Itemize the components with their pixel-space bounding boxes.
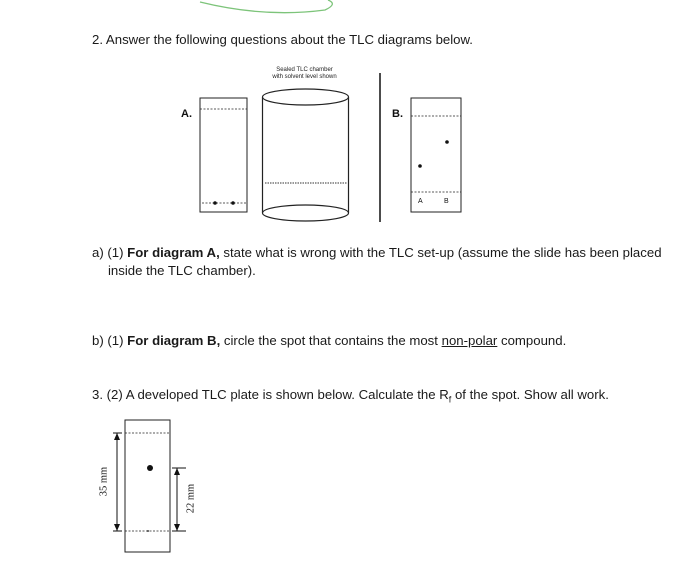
plate-b-lane-a-label: A <box>418 198 423 205</box>
measurement-22mm-arrow <box>172 468 186 531</box>
plate-b-lane-b-label: B <box>444 198 449 205</box>
diagram-b-plate <box>411 98 461 212</box>
decorative-green-arc <box>200 0 332 13</box>
diagram-a-spot-right <box>231 201 235 205</box>
diagram-a-spot-left <box>213 201 217 205</box>
diagram-b-spot-a <box>418 164 422 168</box>
diagram-b-spot-b <box>445 140 449 144</box>
q2-part-a: a) (1) For diagram A, state what is wrong with the TLC set-up (assume the slide has been placed <box>92 245 662 260</box>
q3-heading: 3. (2) A developed TLC plate is shown below. Calculate the $R_f$ of the spot. Show all work. <box>92 387 609 405</box>
q2-heading: 2. Answer the following questions about the TLC diagrams below. <box>92 32 473 47</box>
diagram-a-plate <box>200 98 247 212</box>
q3-developed-plate <box>125 420 170 552</box>
measure-22mm-label: 22 mm <box>185 483 197 514</box>
q3-origin-mark <box>147 530 149 532</box>
diagram-a-label: A. <box>181 108 192 120</box>
q2-part-b: b) (1) For diagram B, circle the spot that contains the most non-polar compound. <box>92 333 567 348</box>
measure-35mm-label: 35 mm <box>98 466 110 497</box>
chamber-caption: Sealed TLC chamber with solvent level shown <box>272 67 337 80</box>
diagram-b-label: B. <box>392 108 403 120</box>
q2-part-a-line2: inside the TLC chamber). <box>108 263 256 278</box>
measurement-35mm-arrow <box>113 433 122 531</box>
tlc-chamber <box>263 89 349 221</box>
q3-spot <box>147 465 153 471</box>
